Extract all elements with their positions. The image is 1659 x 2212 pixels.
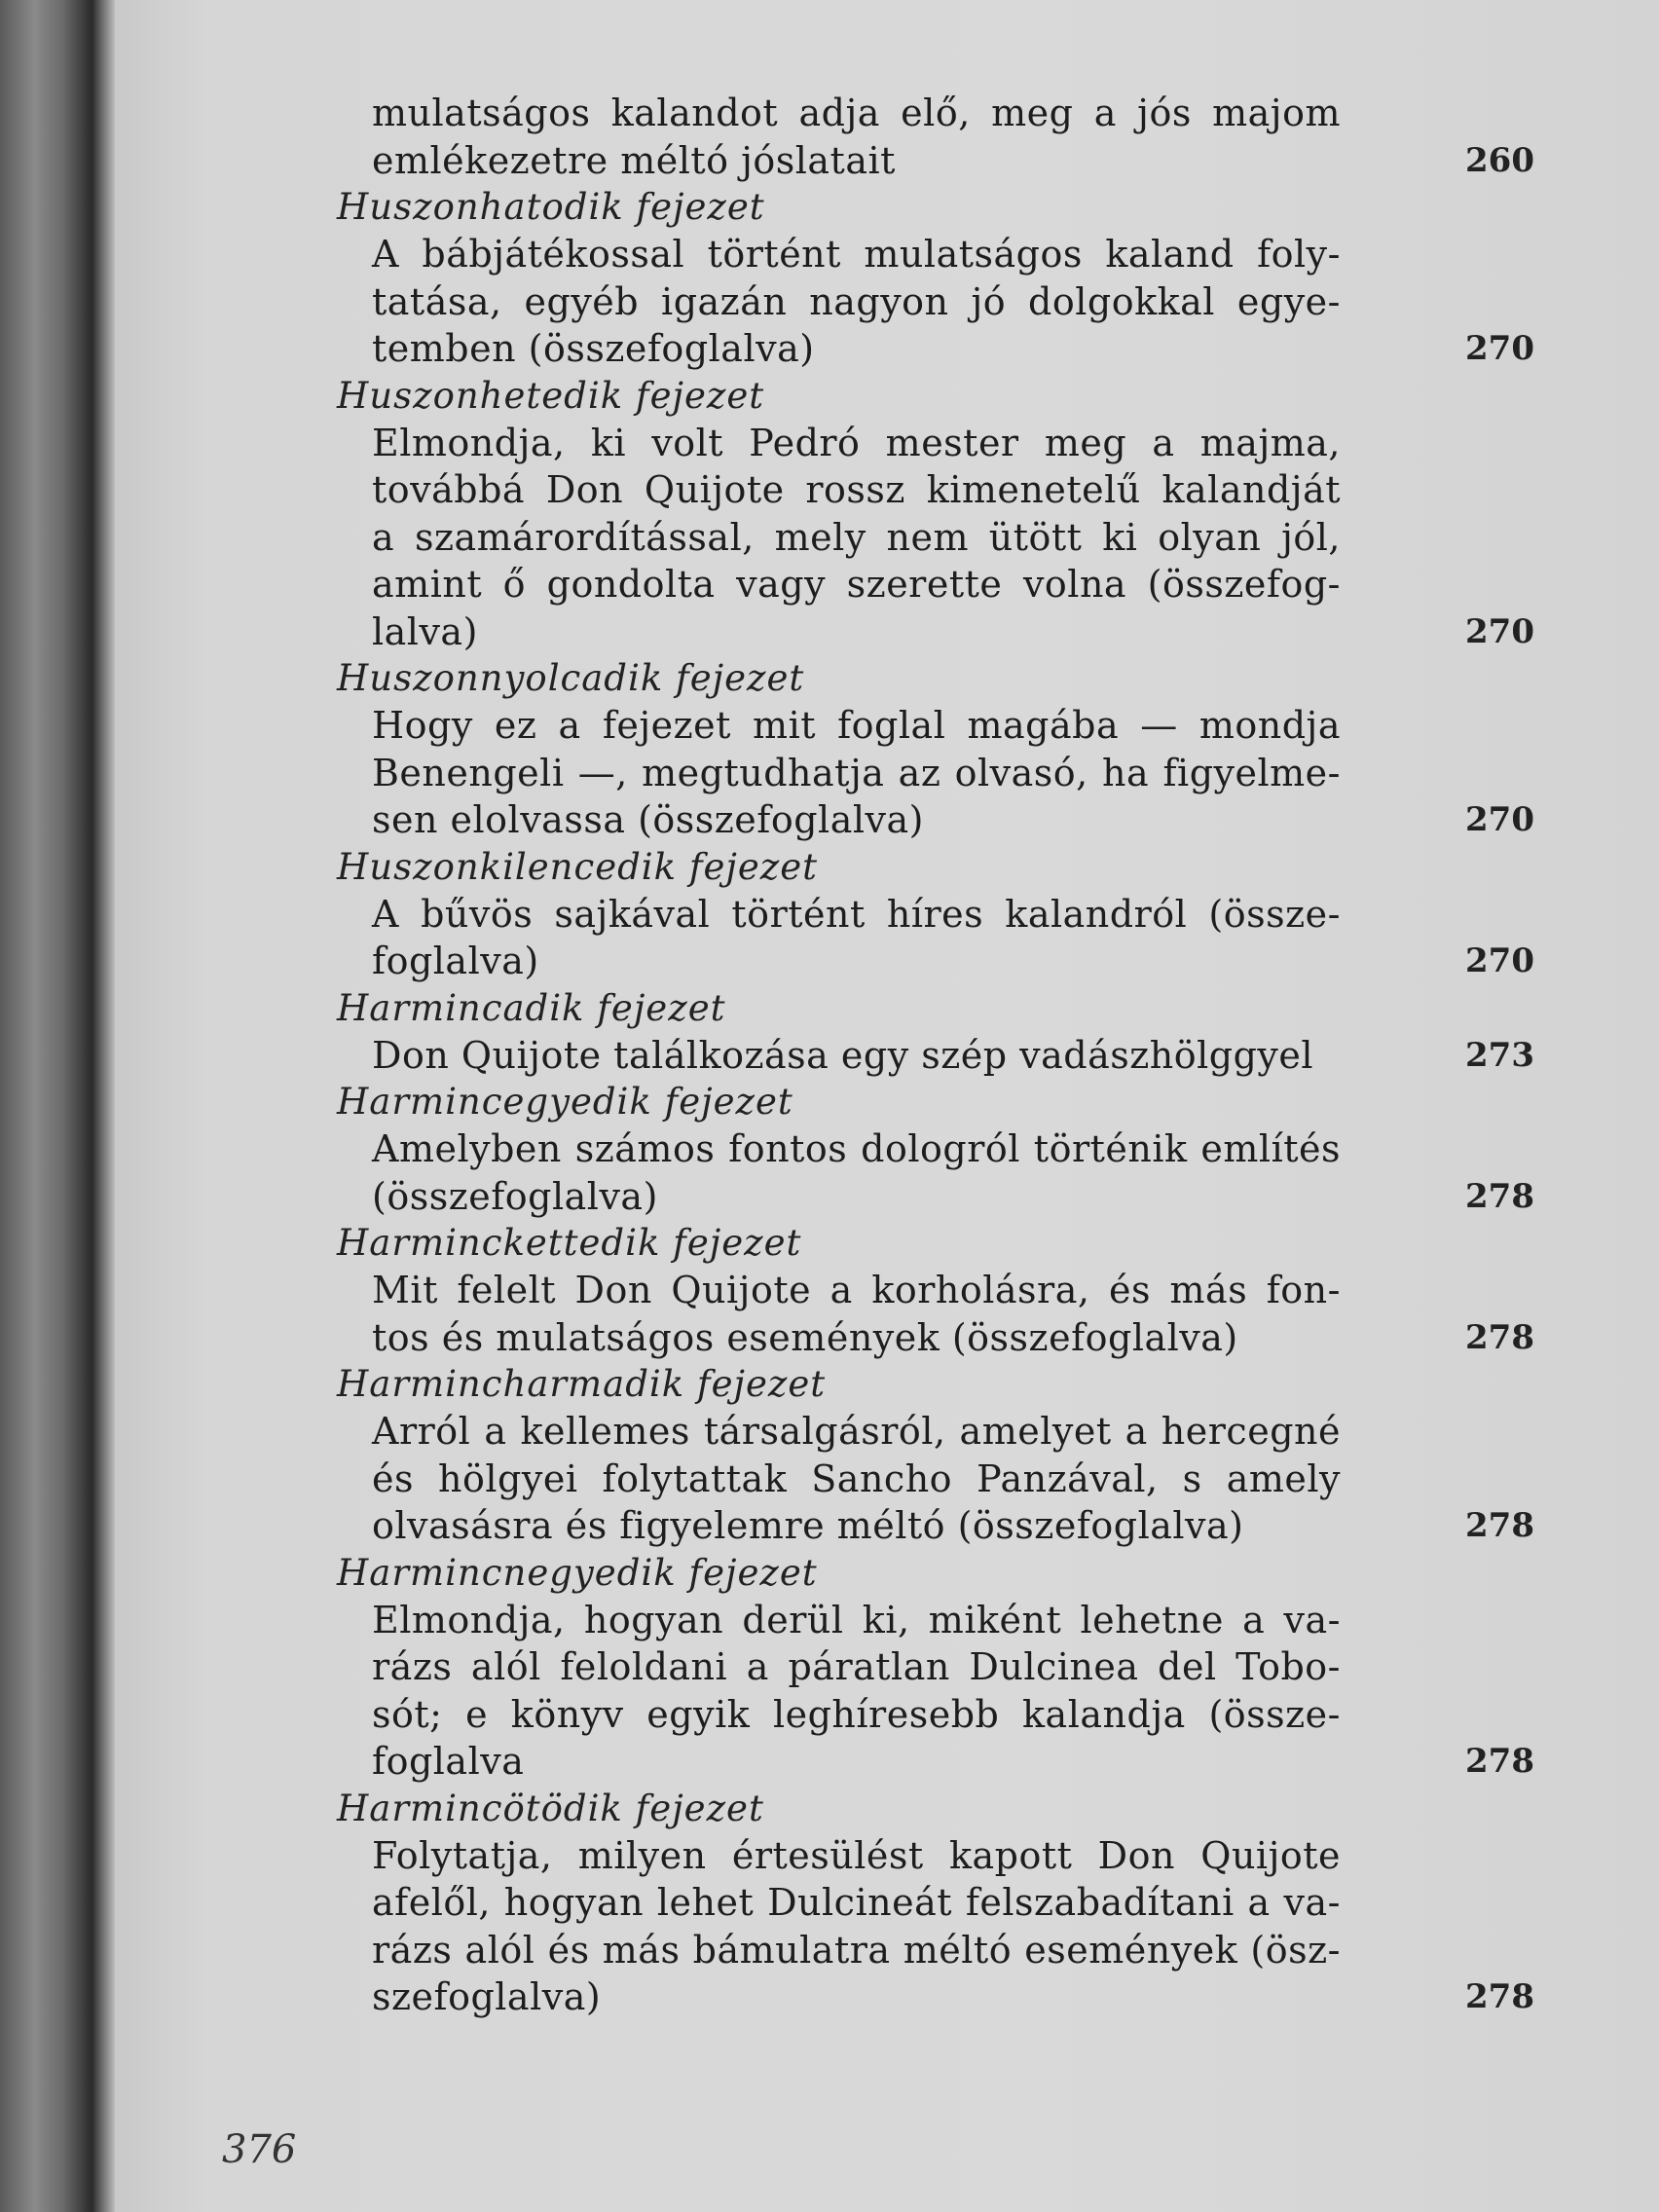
chapter-heading: Harmincharmadik fejezet <box>337 1363 827 1405</box>
toc-entry <box>337 1550 1534 1786</box>
entry-page-number: 278 <box>1465 1176 1534 1216</box>
entry-row <box>337 231 1534 373</box>
entry-description <box>372 420 1341 656</box>
table-of-contents <box>337 90 1534 2021</box>
entry-line: sen elolvassa (összefoglalva) <box>372 798 924 841</box>
entry-description <box>372 1125 1341 1220</box>
entry-line: Arról a kellemes társalgásról, amelyet a hercegné <box>372 1410 1341 1453</box>
toc-entry <box>337 1361 1534 1550</box>
chapter-heading: Harmincadik fejezet <box>337 986 726 1029</box>
page-number: 376 <box>222 2127 297 2172</box>
book-spine <box>0 0 115 2212</box>
entry-line: afelől, hogyan lehet Dulcineát felszabadítani a va- <box>372 1881 1341 1924</box>
toc-entry <box>337 985 1534 1080</box>
entry-line: tos és mulatságos események (összefoglalva) <box>372 1315 1238 1359</box>
entry-page-number: 270 <box>1465 941 1534 980</box>
book-page <box>115 0 1659 2212</box>
toc-entry <box>337 655 1534 844</box>
entry-line: (összefoglalva) <box>372 1174 658 1218</box>
entry-line: foglalva <box>372 1740 525 1783</box>
chapter-heading: Harmincegyedik fejezet <box>337 1081 793 1123</box>
entry-line: Elmondja, ki volt Pedró mester meg a majma, <box>372 421 1341 464</box>
entry-line: temben (összefoglalva) <box>372 327 815 370</box>
entry-line: Don Quijote találkozása egy szép vadászhölggyel <box>372 1033 1314 1077</box>
chapter-heading: Harmincötödik fejezet <box>337 1787 764 1829</box>
entry-line: rázs alól és más bámulatra méltó események (ösz- <box>372 1928 1341 1972</box>
entry-description <box>372 1408 1341 1550</box>
entry-line: olvasásra és figyelemre méltó (összefoglalva) <box>372 1504 1244 1547</box>
entry-line: mulatságos kalandot adja elő, meg a jós majom <box>372 92 1341 134</box>
entry-page-number: 273 <box>1465 1035 1534 1075</box>
entry-description <box>372 1597 1341 1786</box>
entry-description <box>372 1832 1341 2021</box>
entry-line: A bűvös sajkával történt híres kalandról (össze- <box>372 892 1341 936</box>
entry-line: emlékezetre méltó jóslatait <box>372 138 896 182</box>
entry-description <box>372 90 1341 184</box>
entry-row <box>337 702 1534 844</box>
entry-row <box>337 90 1534 184</box>
entry-line: rázs alól feloldani a páratlan Dulcinea del Tobo- <box>372 1645 1341 1688</box>
toc-entry <box>337 1079 1534 1220</box>
entry-line: A bábjátékossal történt mulatságos kaland foly- <box>372 233 1341 276</box>
entry-line: Elmondja, hogyan derül ki, miként lehetne a va- <box>372 1598 1341 1641</box>
entry-description <box>372 231 1341 373</box>
toc-entry <box>337 90 1534 184</box>
entry-line: foglalva) <box>372 940 539 982</box>
toc-entry <box>337 1220 1534 1361</box>
entry-line: továbbá Don Quijote rossz kimenetelű kalandját <box>372 468 1341 511</box>
entry-page-number: 278 <box>1465 1742 1534 1781</box>
chapter-heading: Harminckettedik fejezet <box>337 1222 802 1264</box>
chapter-heading: Harmincnegyedik fejezet <box>337 1551 818 1594</box>
entry-page-number: 270 <box>1465 329 1534 368</box>
entry-description <box>372 702 1341 844</box>
chapter-heading: Huszonhetedik fejezet <box>337 374 765 417</box>
toc-entry <box>337 1786 1534 2021</box>
entry-row <box>337 1597 1534 1786</box>
entry-description <box>372 891 1341 985</box>
chapter-heading: Huszonhatodik fejezet <box>337 186 765 228</box>
entry-line: szefoglalva) <box>372 1975 602 2018</box>
entry-line: Folytatja, milyen értesülést kapott Don Quijote <box>372 1833 1341 1877</box>
entry-line: amint ő gondolta vagy szerette volna (összefog- <box>372 563 1341 606</box>
toc-entry <box>337 373 1534 656</box>
toc-entry <box>337 184 1534 373</box>
entry-description <box>372 1267 1341 1361</box>
entry-line: tatása, egyéb igazán nagyon jó dolgokkal egye- <box>372 279 1341 323</box>
entry-row <box>337 891 1534 985</box>
entry-line: Mit felelt Don Quijote a korholásra, és más fon- <box>372 1269 1341 1311</box>
entry-page-number: 278 <box>1465 1317 1534 1357</box>
entry-line: a szamárordítással, mely nem ütött ki olyan jól, <box>372 515 1341 559</box>
entry-page-number: 278 <box>1465 1977 1534 2016</box>
entry-description <box>372 1032 1341 1080</box>
entry-row <box>337 420 1534 656</box>
entry-page-number: 260 <box>1465 140 1534 180</box>
entry-row <box>337 1832 1534 2021</box>
entry-page-number: 270 <box>1465 800 1534 839</box>
entry-row <box>337 1032 1534 1080</box>
chapter-heading: Huszonkilencedik fejezet <box>337 845 819 888</box>
toc-entry <box>337 844 1534 985</box>
entry-line: Amelyben számos fontos dologról történik említés <box>372 1127 1341 1170</box>
entry-page-number: 270 <box>1465 611 1534 651</box>
entry-line: Hogy ez a fejezet mit foglal magába — mondja <box>372 704 1341 747</box>
entry-line: Benengeli —, megtudhatja az olvasó, ha figyelme- <box>372 751 1341 794</box>
entry-row <box>337 1267 1534 1361</box>
entry-row <box>337 1408 1534 1550</box>
entry-line: lalva) <box>372 609 478 653</box>
entry-line: és hölgyei folytattak Sancho Panzával, s amely <box>372 1456 1341 1500</box>
entry-page-number: 278 <box>1465 1506 1534 1545</box>
chapter-heading: Huszonnyolcadik fejezet <box>337 657 805 699</box>
entry-line: sót; e könyv egyik leghíresebb kalandja (össze- <box>372 1692 1341 1736</box>
entry-row <box>337 1125 1534 1220</box>
